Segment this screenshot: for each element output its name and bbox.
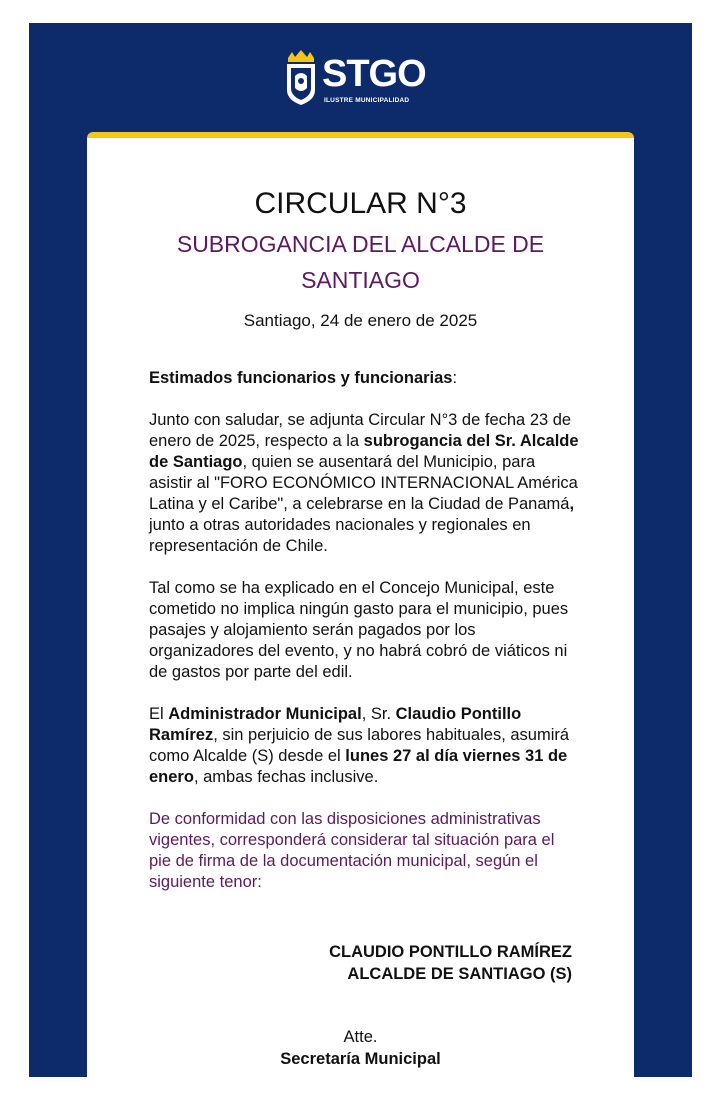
logo-text: STGO (322, 53, 426, 95)
stgo-logo (285, 50, 445, 110)
circular-card (87, 132, 634, 1098)
paragraph-1: Junto con saludar, se adjunta Circular N°3 de fecha 23 de enero de 2025, respecto a la subrogancia del Sr. Alcalde de Santiago, quien se ausentará del Municipio, para asistir al "FORO ECONÓMICO INTERNACIONAL América Latina y el Caribe", a celebrarse en la Ciudad de Panamá, junto a otras autoridades nacionales y regionales en representación de Chile. (149, 411, 579, 555)
signature-name: CLAUDIO PONTILLO RAMÍREZ (329, 943, 572, 961)
page-background (29, 23, 692, 1077)
document-title: CIRCULAR N°3 (254, 187, 467, 220)
greeting: Estimados funcionarios y funcionarias: (149, 369, 458, 387)
paragraph-2: Tal como se ha explicado en el Concejo Municipal, este cometido no implica ningún gasto para el municipio, pues pasajes y alojamiento serán pagados por los organizadores del evento, y no habrá cobró de viáticos ni de gastos por parte del edil. (149, 579, 569, 681)
document-date: Santiago, 24 de enero de 2025 (243, 311, 478, 330)
closing-sender: Secretaría Municipal (280, 1050, 441, 1068)
closing-block (87, 1026, 634, 1070)
logo-subtext: ILUSTRE MUNICIPALIDAD (324, 97, 410, 104)
document-body (149, 368, 579, 914)
paragraph-3: El Administrador Municipal, Sr. Claudio Pontillo Ramírez, sin perjuicio de sus labores habituales, asumirá como Alcalde (S) desde el lunes 27 al día viernes 31 de enero, ambas fechas inclusive. (149, 705, 570, 786)
signature-block (329, 941, 572, 985)
closing-text: Atte. (343, 1028, 378, 1046)
santiago-coat-of-arms-icon (285, 50, 317, 106)
paragraph-4: De conformidad con las disposiciones administrativas vigentes, corresponderá considerar tal situación para el pie de firma de la documentación municipal, según el siguiente tenor: (149, 810, 555, 891)
document-subtitle: SUBROGANCIA DEL ALCALDE DE SANTIAGO (176, 231, 545, 293)
signature-role: ALCALDE DE SANTIAGO (S) (347, 965, 572, 983)
